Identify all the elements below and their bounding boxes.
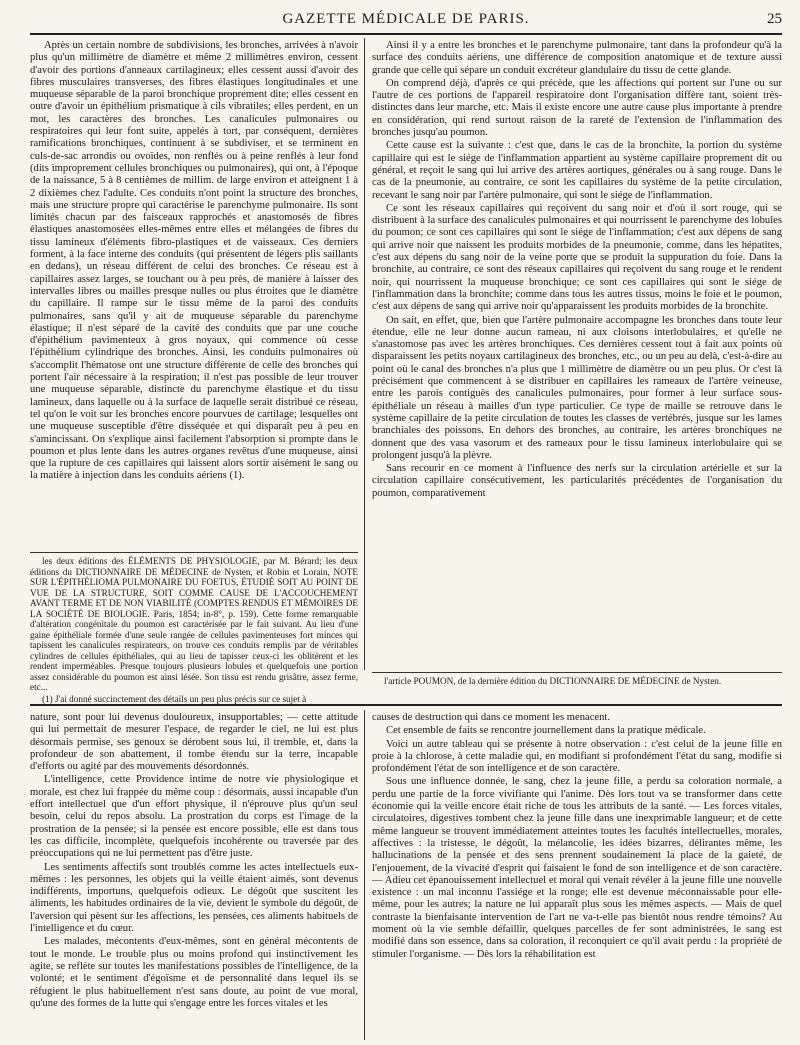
- paragraph: causes de destruction qui dans ce moment les menacent.: [372, 712, 610, 723]
- paragraph: Ainsi il y a entre les bronches et le parenchyme pulmonaire, tant dans la profondeur qu'à la surface des conduits aériens, une différence de composition anatomique et de texture aussi grande que celle qui sépare un conduit excréteur glandulaire du tissu de cette glande.: [372, 40, 782, 76]
- journal-title: GAZETTE MÉDICALE DE PARIS.: [282, 11, 530, 27]
- footnote-rule-right: [372, 672, 782, 673]
- paragraph: Les malades, mécontents d'eux-mêmes, sont en général mécontents de tout le monde. Le trouble plus ou moins profond qui instinctivement les agite, se reflète sur toutes les manifestations possibles de l'intelligence, de la volonté; et le sentiment d'égoïsme et de personnalité dans lequel ils se réfugient le plus habituellement n'est sans doute, au point de vue moral, qu'une des formes de la lutte qui s'engage entre les forces vitales et les: [30, 936, 358, 1009]
- header-rule: [30, 33, 782, 35]
- paragraph: Les sentiments affectifs sont troublés comme les actes intellectuels eux-mêmes : les personnes, les objets qui la veille étaient aimés, sont devenus indifférents, importuns, quelquefois odieux. Le dégoût que suscitent les aliments, les habitudes ordinaires de la vie, devient le symbole du dégoût, de l'aversion qui pèsent sur les affections, les pensées, ces aliments habituels de l'intelligence et du cœur.: [30, 861, 358, 935]
- paragraph: Cette cause est la suivante : c'est que, dans le cas de la bronchite, la portion du système capillaire qui est le siége de l'inflammation appartient au système capillaire proprement dit ou général, et reçoit le sang qui lui arrive des artères aortiques, générales ou à sang rouge. Dans le cas de la pneumonie, au contraire, ce sont les capillaires du système de la petite circulation, recevant le sang noir par l'artère pulmonaire, qui sont le siége de l'inflammation.: [372, 140, 782, 201]
- page-number: 25: [767, 11, 782, 27]
- page-header: [30, 8, 782, 30]
- upper-left-footnotes: [30, 556, 358, 704]
- upper-right-body: [372, 40, 782, 672]
- paragraph: Cet ensemble de faits se rencontre journellement dans la pratique médicale.: [386, 725, 706, 737]
- upper-column-divider: [364, 38, 365, 670]
- upper-left-body: [30, 40, 358, 548]
- lower-right-body: [372, 712, 782, 1042]
- paragraph: Ce sont les réseaux capillaires qui reçoivent du sang noir et d'où il sort rouge, qui se distribuent à la surface des canalicules pulmonaires et qui nourrissent le parenchyme des lobules du poumon; ce sont ces capillaires qui sont le siége de l'inflammation; c'est aux dépens de sang qui arrive noir que naissent les produits morbides de la pneumonie, comme, dans les hépatites, c'est aux dépens du sang noir de la veine porte que se produit la suppuration du foie. Dans la bronchite, au contraire, ce sont des réseaux capillaires qui reçoivent du sang rouge et le rendent noir, qui nourrissent la muqueuse bronchique; ce sont ces capillaires qui sont le siége de l'inflammation dans la bronchite; comme dans tous les autres tissus, moins le foie et le poumon, c'est aux dépens de sang qui arrive noir qu'apparaissent les produits morbides de la bronchite.: [372, 202, 782, 313]
- footnote: (1) J'ai donné succinctement des détails un peu plus précis sur ce sujet à: [42, 693, 307, 704]
- lower-left-body: [30, 712, 358, 1042]
- paragraph: On comprend déjà, d'après ce qui précède, que les affections qui portent sur l'une ou sur l'autre de ces portions de l'appareil respiratoire dont l'organisation diffère tant, soient très-distinctes dans leur marche, etc. Mais il existe encore une autre cause plus importante à prendre en considération, qui rend surtout raison de la rareté de l'extension de l'inflammation des bronches jusqu'au poumon.: [372, 77, 782, 139]
- paragraph: Sous une influence donnée, le sang, chez la jeune fille, a perdu sa coloration normale, a perdu une partie de la force vivifiante qui l'anime. Dès lors tout va se transformer dans cette économie qui la veille encore était riche de tous les attributs de la santé. — Les forces vitales, circulatoires, digestives tombent chez la jeune fille dans une inexprimable langueur; et de cette même langueur se trouvent immédiatement atteintes toutes les facultés intellectuelles, morales, affectives : la tristesse, le dégoût, la mélancolie, les idées bizarres, délirantes même, les hallucinations de la pensée et des sens prennent soudainement la place de la gaieté, de l'enjouement, de la vivacité d'esprit qui faisaient le fond de son intelligence et de son caractère. — Adieu cet épanouissement intellectuel et moral qui venait révéler à la jeune fille une nouvelle existence : un mal inconnu l'assiége et la ronge; elle est devenue méconnaissable pour elle-même, pour les autres; la nature ne lui apparaît plus sous les mêmes aspects. — Mais de quel contraste la bienfaisante intervention de l'art ne va-t-elle pas bientôt nous rendre témoins? Au moment où la vie semble défaillir, quelques parcelles de fer sont administrées, le sang est modifié dans son essence, dans sa coloration, il reconquiert ce qu'il avait perdu : la propriété de stimuler l'organisme. — Dès lors la réhabilitation est: [372, 776, 782, 960]
- lower-column-divider: [364, 710, 365, 1040]
- footnote: les deux éditions des ÉLÉMENTS DE PHYSIOLOGIE, par M. Bérard; les deux éditions du DICTIONNAIRE DE MÉDECINE de Nysten, et Robin et Lorain, NOTE SUR L'ÉPITHÉLIOMA PULMONAIRE DU FOETUS, ÉTUDIÉ SOIT AU POINT DE VUE DE LA STRUCTURE, SOIT COMME CAUSE DE L'ACCOUCHEMENT AVANT TERME ET DE NON VIABILITÉ (COMPTES RENDUS ET MÉMOIRES DE LA SOCIÉTÉ DE BIOLOGIE. Paris, 1854; in-8°, p. 159). Cette forme remarquable d'altération congénitale du poumon est caractérisée par le fait suivant. Au lieu d'une gaine épithéliale formée d'une seule rangée de cellules pavimenteuses fort minces qui tapissent les canalicules respirateurs, on trouve ces conduits remplis par de véritables cylindres de cellules épithéliales, qui au lieu de tapisser ceux-ci les oblitèrent et les rendent imperméables. Presque toujours plusieurs lobules et quelquefois une portion assez considérable du poumon est ainsi lésée. Son tissu est rendu grisâtre, assez ferme, etc...: [30, 556, 358, 692]
- paragraph: Après un certain nombre de subdivisions, les bronches, arrivées à n'avoir plus qu'un millimètre de diamètre et même 2 millimètres environ, cessent d'avoir des portions d'anneaux cartilagineux; elles cessent aussi d'avoir des fibres musculaires transverses, des fibres élastiques longitudinales et une muqueuse séparable de la paroi bronchique proprement dite; elles cessent en outre d'avoir un épithélium prismatique à cils vibratiles; elles perdent, en un mot, les caractères des bronches. Les canalicules pulmonaires ou respiratoires qui leur font suite, appelés à tort, par conséquent, dernières ramifications bronchiques, continuent à se subdiviser, et se terminent en culs-de-sac arrondis ou ovoïdes, non renflés ou à peine renflés à leur fond (dits improprement cellules bronchiques ou pulmonaires), qui ont, à l'époque de la naissance, 5 à 8 centièmes de millim. de large environ et atteignent 1 à 2 dixièmes chez l'adulte. Ces conduits n'ont point la structure des bronches, mais une structure propre qui caractérise le parenchyme pulmonaire. Ils sont limités chacun par des faisceaux rapprochés et anastomosés de fibres élastiques anastomosées elles-mêmes entre elles et mélangées de fibres du tissu lamineux d'éléments fibro-plastiques et de vaisseaux. Ces derniers forment, à la face interne des conduits (qui présentent de légers plis saillants en dedans), un réseau différent de celui des bronches. Ce réseau est à capillaires assez larges, se touchant ou à peu près, de manière à laisser des intervalles libres ou mailles presque nulles ou plus étroites que le diamètre du capillaire. Il rampe sur le tissu même de la paroi des conduits pulmonaires, sans qu'il y ait de muqueuse séparable du parenchyme élastique; il n'est séparé de la cavité des conduits que par une couche d'épithélium pavimenteux à gros noyaux, qui commence où cesse l'épithélium cylindrique des bronches. Ainsi, les conduits pulmonaires où s'accomplit l'hématose ont une structure différente de celle des bronches qui portent l'air nécessaire à la respiration; il n'est pas possible de leur trouver une muqueuse séparable, distincte du parenchyme élastique et du tissu lamineux, dans laquelle ou à la surface de laquelle serait distribué ce réseau, tel qu'on le voit sur les bronches encore pourvues de cartilage; lesquelles ont une muqueuse susceptible d'être disséquée et qui disparaît peu à peu en s'amincissant. On s'explique ainsi facilement l'absorption si prompte dans le poumon et plus lente dans les autres organes revêtus d'une muqueuse, ainsi que la rupture de ces capillaires qui laissent alors sortir aisément le sang ou la matière à injection dans les conduits aériens (1).: [30, 40, 358, 482]
- paragraph: nature, sont pour lui devenus douloureux, insupportables; — cette attitude qui lui permettait de mesurer l'espace, de regarder le ciel, ne lui est plus désormais permise, ses genoux se dérobent sous lui, il tremble, et, dans la profondeur de son abattement, il tombe étendu sur la terre, incapable d'efforts ou agité par des mouvements désordonnés.: [30, 712, 358, 773]
- footnote-rule-left: [30, 552, 358, 553]
- upper-right-footnote: [372, 676, 782, 700]
- section-separator: [30, 704, 782, 706]
- footnote: l'article POUMON, de la dernière édition du DICTIONNAIRE DE MÉDECINE de Nysten.: [384, 676, 722, 686]
- paragraph: On sait, en effet, que, bien que l'artère pulmonaire accompagne les bronches dans toute leur étendue, elle ne leur donne aucun rameau, ni aux cloisons interlobulaires, et qu'elle ne s'anastomose pas avec les artères bronchiques. Ces dernières cessent tout à fait aux points où disparaissent les petits noyaux cartilagineux des bronches, etc., ou un peu au delà, c'est-à-dire au point où le canal des bronches n'a plus que 1 millimètre de diamètre ou un peu plus. Or c'est là précisément que commencent à se distribuer en capillaires les rameaux de l'artère veineuse, entre les parois contiguës des canalicules pulmonaires, pour former à leur surface sous-épithéliale un réseau à mailles d'un type particulier. Ce type de maille se retrouve dans le système capillaire de la petite circulation de toutes les classes de vertébrés, jusque sur les lames branchiales des poissons. En dehors des bronches, au contraire, les artères bronchiques ne donnent que des vasa vasorum et des rameaux pour le tissu lamineux interlobulaire qui se prolongent jusqu'à la plèvre.: [372, 314, 782, 461]
- paragraph: Voici un autre tableau qui se présente à notre observation : c'est celui de la jeune fille en proie à la chlorose, à cette maladie qui, en modifiant si profondément l'état du sang, modifie si profondément l'état de son intelligence et de son caractère.: [372, 738, 782, 775]
- paragraph: L'intelligence, cette Providence intime de notre vie physiologique et morale, est chez lui frappée du même coup : désormais, aussi incapable d'un effort intellectuel que d'un effort physique, il n'éprouve plus qu'un seul besoin, celui du repos absolu. La prostration du corps est l'image de la prostration de la pensée; si la pensée est encore possible, elle est dans tous les cas difficile, incomplète, quelquefois incohérente ou traversée par des préoccupations qui ne lui permettent pas d'être juste.: [30, 774, 358, 860]
- paragraph: Sans recourir en ce moment à l'influence des nerfs sur la circulation artérielle et sur la circulation capillaire consécutivement, les particularités précédentes de l'organisation du poumon, comparativement: [372, 463, 782, 499]
